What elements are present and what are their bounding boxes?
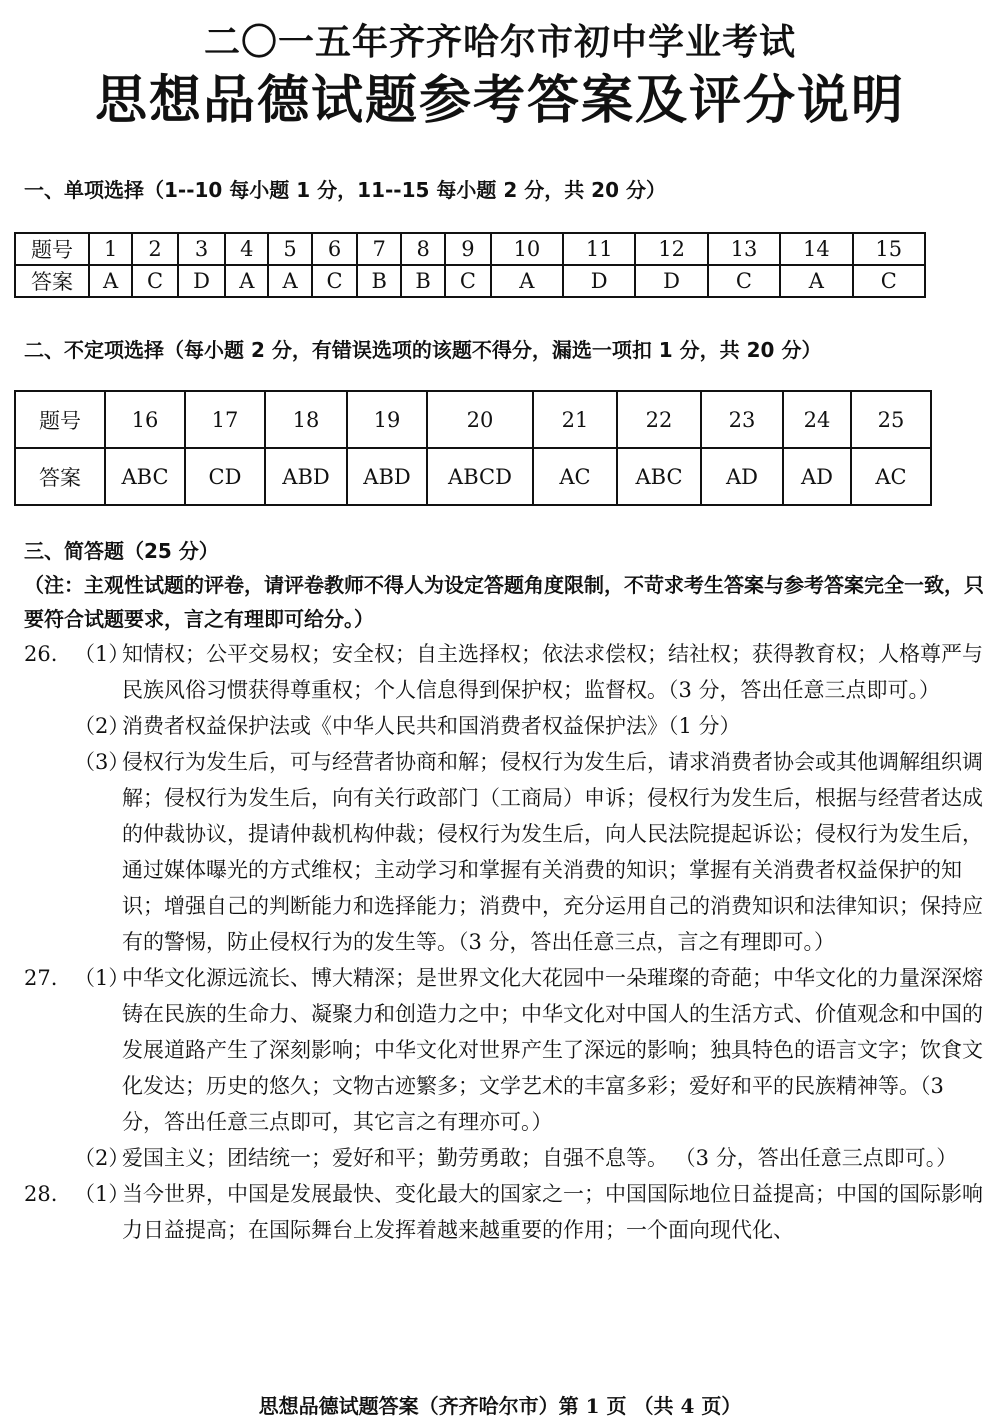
row-label: 答案 <box>15 265 89 297</box>
answer-cell: A <box>491 265 563 297</box>
question-number: 7 <box>357 233 401 265</box>
answer-cell: CD <box>185 448 265 505</box>
question-number: 8 <box>401 233 445 265</box>
answer-cell: ABC <box>617 448 701 505</box>
question-number: 24 <box>783 391 851 448</box>
answer-cell: C <box>445 265 491 297</box>
question-number: 19 <box>347 391 427 448</box>
answer-cell: C <box>312 265 358 297</box>
part-label: （1） <box>74 966 130 990</box>
question-number: 22 <box>617 391 701 448</box>
question-number: 1 <box>89 233 132 265</box>
question-number: 18 <box>265 391 347 448</box>
section3 <box>24 534 984 1248</box>
part-label: （1） <box>74 1182 130 1206</box>
answer-cell: ABCD <box>427 448 533 505</box>
part-label: （3） <box>74 750 130 774</box>
question-number: 13 <box>708 233 780 265</box>
answer-cell: A <box>268 265 311 297</box>
question-number: 28. <box>24 1182 58 1206</box>
question-number: 14 <box>780 233 852 265</box>
answer-cell: AD <box>701 448 783 505</box>
answer-text: 当今世界，中国是发展最快、变化最大的国家之一；中国国际地位日益提高；中国的国际影响力日益提高；在国际舞台上发挥着越来越重要的作用；一个面向现代化、 <box>122 1182 983 1242</box>
question-28 <box>24 1176 984 1248</box>
question-number: 6 <box>312 233 358 265</box>
question-27-part-2 <box>24 1140 984 1176</box>
question-number: 23 <box>701 391 783 448</box>
answer-cell: A <box>89 265 132 297</box>
question-number: 10 <box>491 233 563 265</box>
answer-cell: C <box>132 265 178 297</box>
answer-cell: AC <box>851 448 931 505</box>
question-26-part-2 <box>24 708 984 744</box>
question-number: 4 <box>225 233 268 265</box>
page-footer: 思想品德试题答案（齐齐哈尔市）第 1 页 （共 4 页） <box>258 1394 742 1418</box>
answer-cell: ABD <box>265 448 347 505</box>
section2-heading: 二、不定项选择（每小题 2 分，有错误选项的该题不得分，漏选一项扣 1 分，共 20 分） <box>24 338 822 362</box>
question-number: 5 <box>268 233 311 265</box>
answer-cell: C <box>708 265 780 297</box>
section1-heading: 一、单项选择（1--10 每小题 1 分，11--15 每小题 2 分，共 20 分） <box>24 178 666 202</box>
section3-heading: 三、简答题（25 分） <box>24 539 219 563</box>
table-row <box>15 391 931 448</box>
answer-text: 侵权行为发生后，可与经营者协商和解；侵权行为发生后，请求消费者协会或其他调解组织调解；侵权行为发生后，向有关行政部门（工商局）申诉；侵权行为发生后，根据与经营者达成的仲裁协议，提请仲裁机构仲裁；侵权行为发生后，向人民法院提起诉讼；侵权行为发生后，通过媒体曝光的方式维权；主动学习和掌握有关消费的知识；掌握有关消费者权益保护的知识；增强自己的判断能力和选择能力；消费中，充分运用自己的消费知识和法律知识；保持应有的警惕，防止侵权行为的发生等。（3 分，答出任意三点，言之有理即可。） <box>122 750 983 954</box>
question-number: 12 <box>635 233 707 265</box>
question-number: 2 <box>132 233 178 265</box>
answer-cell: AC <box>533 448 617 505</box>
section2-answer-table <box>14 390 932 506</box>
answer-text: 中华文化源远流长、博大精深；是世界文化大花园中一朵璀璨的奇葩；中华文化的力量深深熔铸在民族的生命力、凝聚力和创造力之中；中华文化对中国人的生活方式、价值观念和中国的发展道路产生了深刻影响；中华文化对世界产生了深远的影响；独具特色的语言文字；饮食文化发达；历史的悠久；文物古迹繁多；文学艺术的丰富多彩；爱好和平的民族精神等。（3 分，答出任意三点即可，其它言之有理亦可。） <box>122 966 983 1134</box>
question-number: 11 <box>563 233 635 265</box>
question-number: 26. <box>24 642 58 666</box>
part-label: （1） <box>74 642 130 666</box>
question-26-part-3 <box>24 744 984 960</box>
exam-title: 二〇一五年齐齐哈尔市初中学业考试 <box>203 21 796 63</box>
answer-cell: B <box>357 265 401 297</box>
part-label: （2） <box>74 1146 130 1170</box>
answer-cell: ABD <box>347 448 427 505</box>
question-number: 27. <box>24 966 58 990</box>
question-number: 15 <box>853 233 925 265</box>
answer-cell: A <box>225 265 268 297</box>
row-label: 题号 <box>15 391 105 448</box>
answer-text: 爱国主义；团结统一；爱好和平；勤劳勇敢；自强不息等。 （3 分，答出任意三点即可。） <box>122 1146 958 1170</box>
answer-cell: A <box>780 265 852 297</box>
question-26 <box>24 636 984 708</box>
question-number: 3 <box>178 233 225 265</box>
row-label: 答案 <box>15 448 105 505</box>
row-label: 题号 <box>15 233 89 265</box>
question-number: 20 <box>427 391 533 448</box>
question-27 <box>24 960 984 1140</box>
question-number: 25 <box>851 391 931 448</box>
answer-cell: D <box>178 265 225 297</box>
question-number: 9 <box>445 233 491 265</box>
part-label: （2） <box>74 714 130 738</box>
answer-text: 知情权；公平交易权；安全权；自主选择权；依法求偿权；结社权；获得教育权；人格尊严与民族风俗习惯获得尊重权；个人信息得到保护权；监督权。（3 分，答出任意三点即可。） <box>122 642 983 702</box>
table-row <box>15 265 925 297</box>
table-row <box>15 448 931 505</box>
answer-text: 消费者权益保护法或《中华人民共和国消费者权益保护法》（1 分） <box>122 714 741 738</box>
document-title: 思想品德试题参考答案及评分说明 <box>94 70 905 131</box>
section3-note: （注：主观性试题的评卷，请评卷教师不得人为设定答题角度限制，不苛求考生答案与参考答案完全一致，只要符合试题要求，言之有理即可给分。） <box>24 573 984 631</box>
question-number: 17 <box>185 391 265 448</box>
question-number: 16 <box>105 391 185 448</box>
answer-cell: C <box>853 265 925 297</box>
answer-cell: AD <box>783 448 851 505</box>
question-number: 21 <box>533 391 617 448</box>
table-row <box>15 233 925 265</box>
answer-cell: D <box>635 265 707 297</box>
answer-cell: B <box>401 265 445 297</box>
answer-cell: ABC <box>105 448 185 505</box>
section1-answer-table <box>14 232 926 298</box>
answer-cell: D <box>563 265 635 297</box>
